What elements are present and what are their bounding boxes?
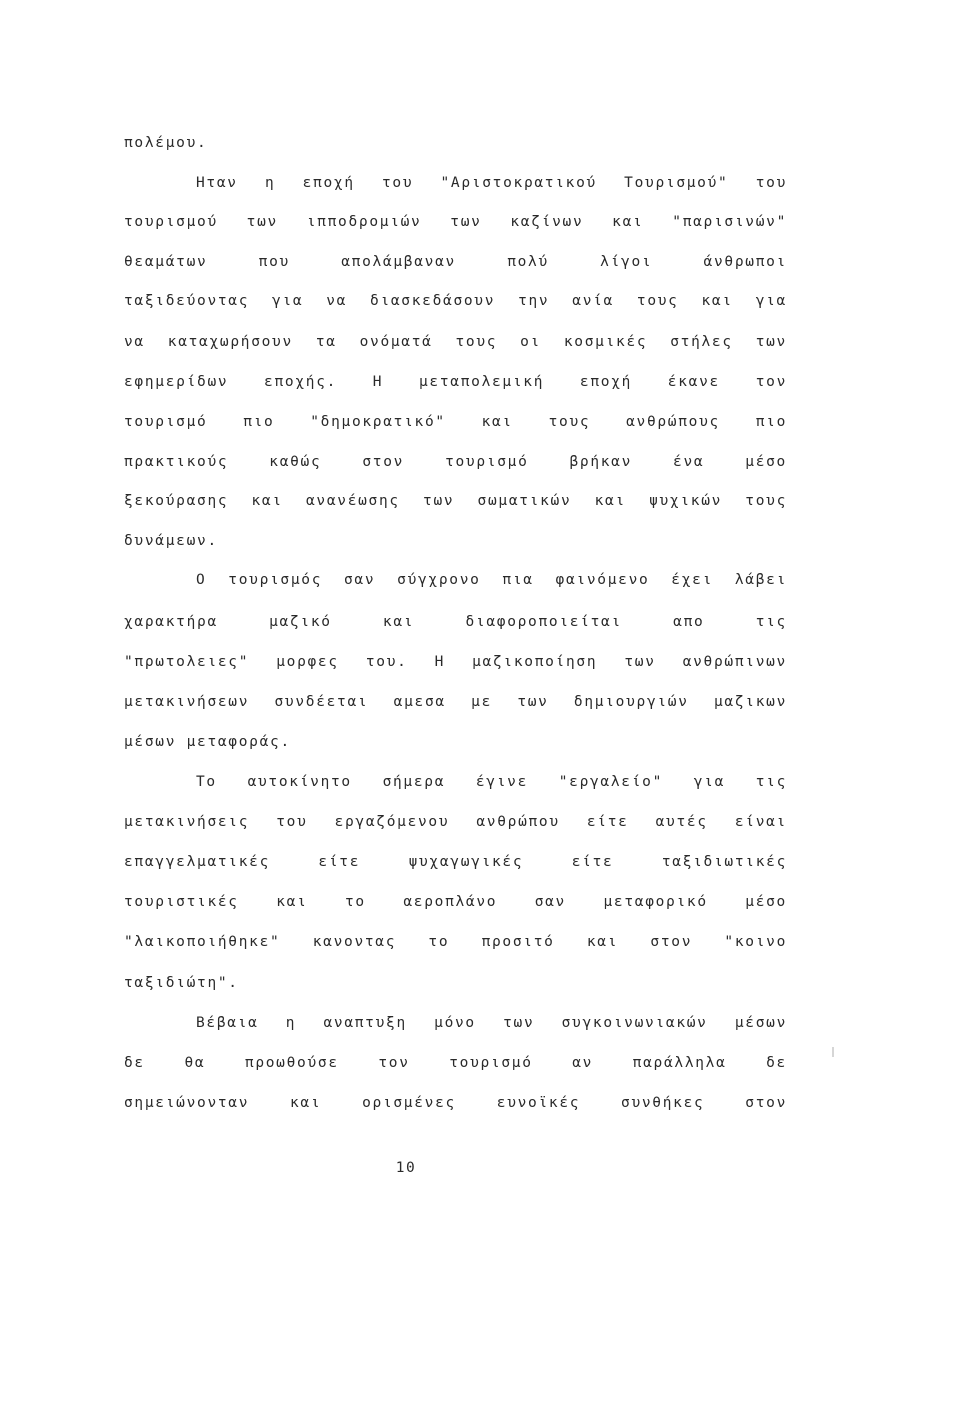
text-line: επαγγελματικές είτε ψυχαγωγικές είτε ταξιδιωτικές <box>124 854 787 870</box>
text-line: εφημερίδων εποχής. Η μεταπολεμική εποχή έκανε τον <box>124 374 787 390</box>
text-line: μέσων μεταφοράς. <box>124 734 291 750</box>
text-line: Βέβαια η αναπτυξη μόνο των συγκοινωνιακών μέσων <box>196 1015 787 1031</box>
text-line: να καταχωρήσουν τα ονόματά τους οι κοσμικές στήλες των <box>124 334 787 350</box>
text-line: δυνάμεων. <box>124 533 218 549</box>
text-line: σημειώνονταν και ορισμένες ευνοϊκές συνθήκες στον <box>124 1095 787 1111</box>
text-line: Το αυτοκίνητο σήμερα έγινε "εργαλείο" για τις <box>196 774 787 790</box>
text-line: ταξιδιώτη". <box>124 975 239 991</box>
page-number: 10 <box>395 1160 417 1176</box>
text-line: τουριστικές και το αεροπλάνο σαν μεταφορικό μέσο <box>124 894 787 910</box>
text-line: τουρισμού των ιπποδρομιών των καζίνων και "παρισινών" <box>124 214 787 230</box>
text-line: "λαικοποιήθηκε" κανοντας το προσιτό και στον "κοινο <box>124 934 787 950</box>
text-line: ταξιδεύοντας για να διασκεδάσουν την ανία τους και για <box>124 293 787 309</box>
text-line: μετακινήσεις του εργαζόμενου ανθρώπου είτε αυτές είναι <box>124 814 787 830</box>
text-line: Ο τουρισμός σαν σύγχρονο πια φαινόμενο έχει λάβει <box>196 572 787 588</box>
text-line: πρακτικούς καθώς στον τουρισμό βρήκαν ένα μέσο <box>124 454 787 470</box>
text-line: "πρωτολειες" μορφες του. Η μαζικοποίηση των ανθρώπινων <box>124 654 787 670</box>
text-line: πολέμου. <box>124 135 208 151</box>
scan-artifact <box>832 1047 834 1057</box>
text-line: τουρισμό πιο "δημοκρατικό" και τους ανθρώπους πιο <box>124 414 787 430</box>
text-line: Ηταν η εποχή του "Αριστοκρατικού Τουρισμού" του <box>196 175 787 191</box>
text-line: θεαμάτων που απολάμβαναν πολύ λίγοι άνθρωποι <box>124 254 787 270</box>
text-line: μετακινήσεων συνδέεται αμεσα με των δημιουργιών μαζικων <box>124 694 787 710</box>
text-line: ξεκούρασης και ανανέωσης των σωματικών και ψυχικών τους <box>124 493 787 509</box>
text-line: δε θα προωθούσε τον τουρισμό αν παράλληλα δε <box>124 1055 787 1071</box>
text-line: χαρακτήρα μαζικό και διαφοροποιείται απο τις <box>124 614 787 630</box>
